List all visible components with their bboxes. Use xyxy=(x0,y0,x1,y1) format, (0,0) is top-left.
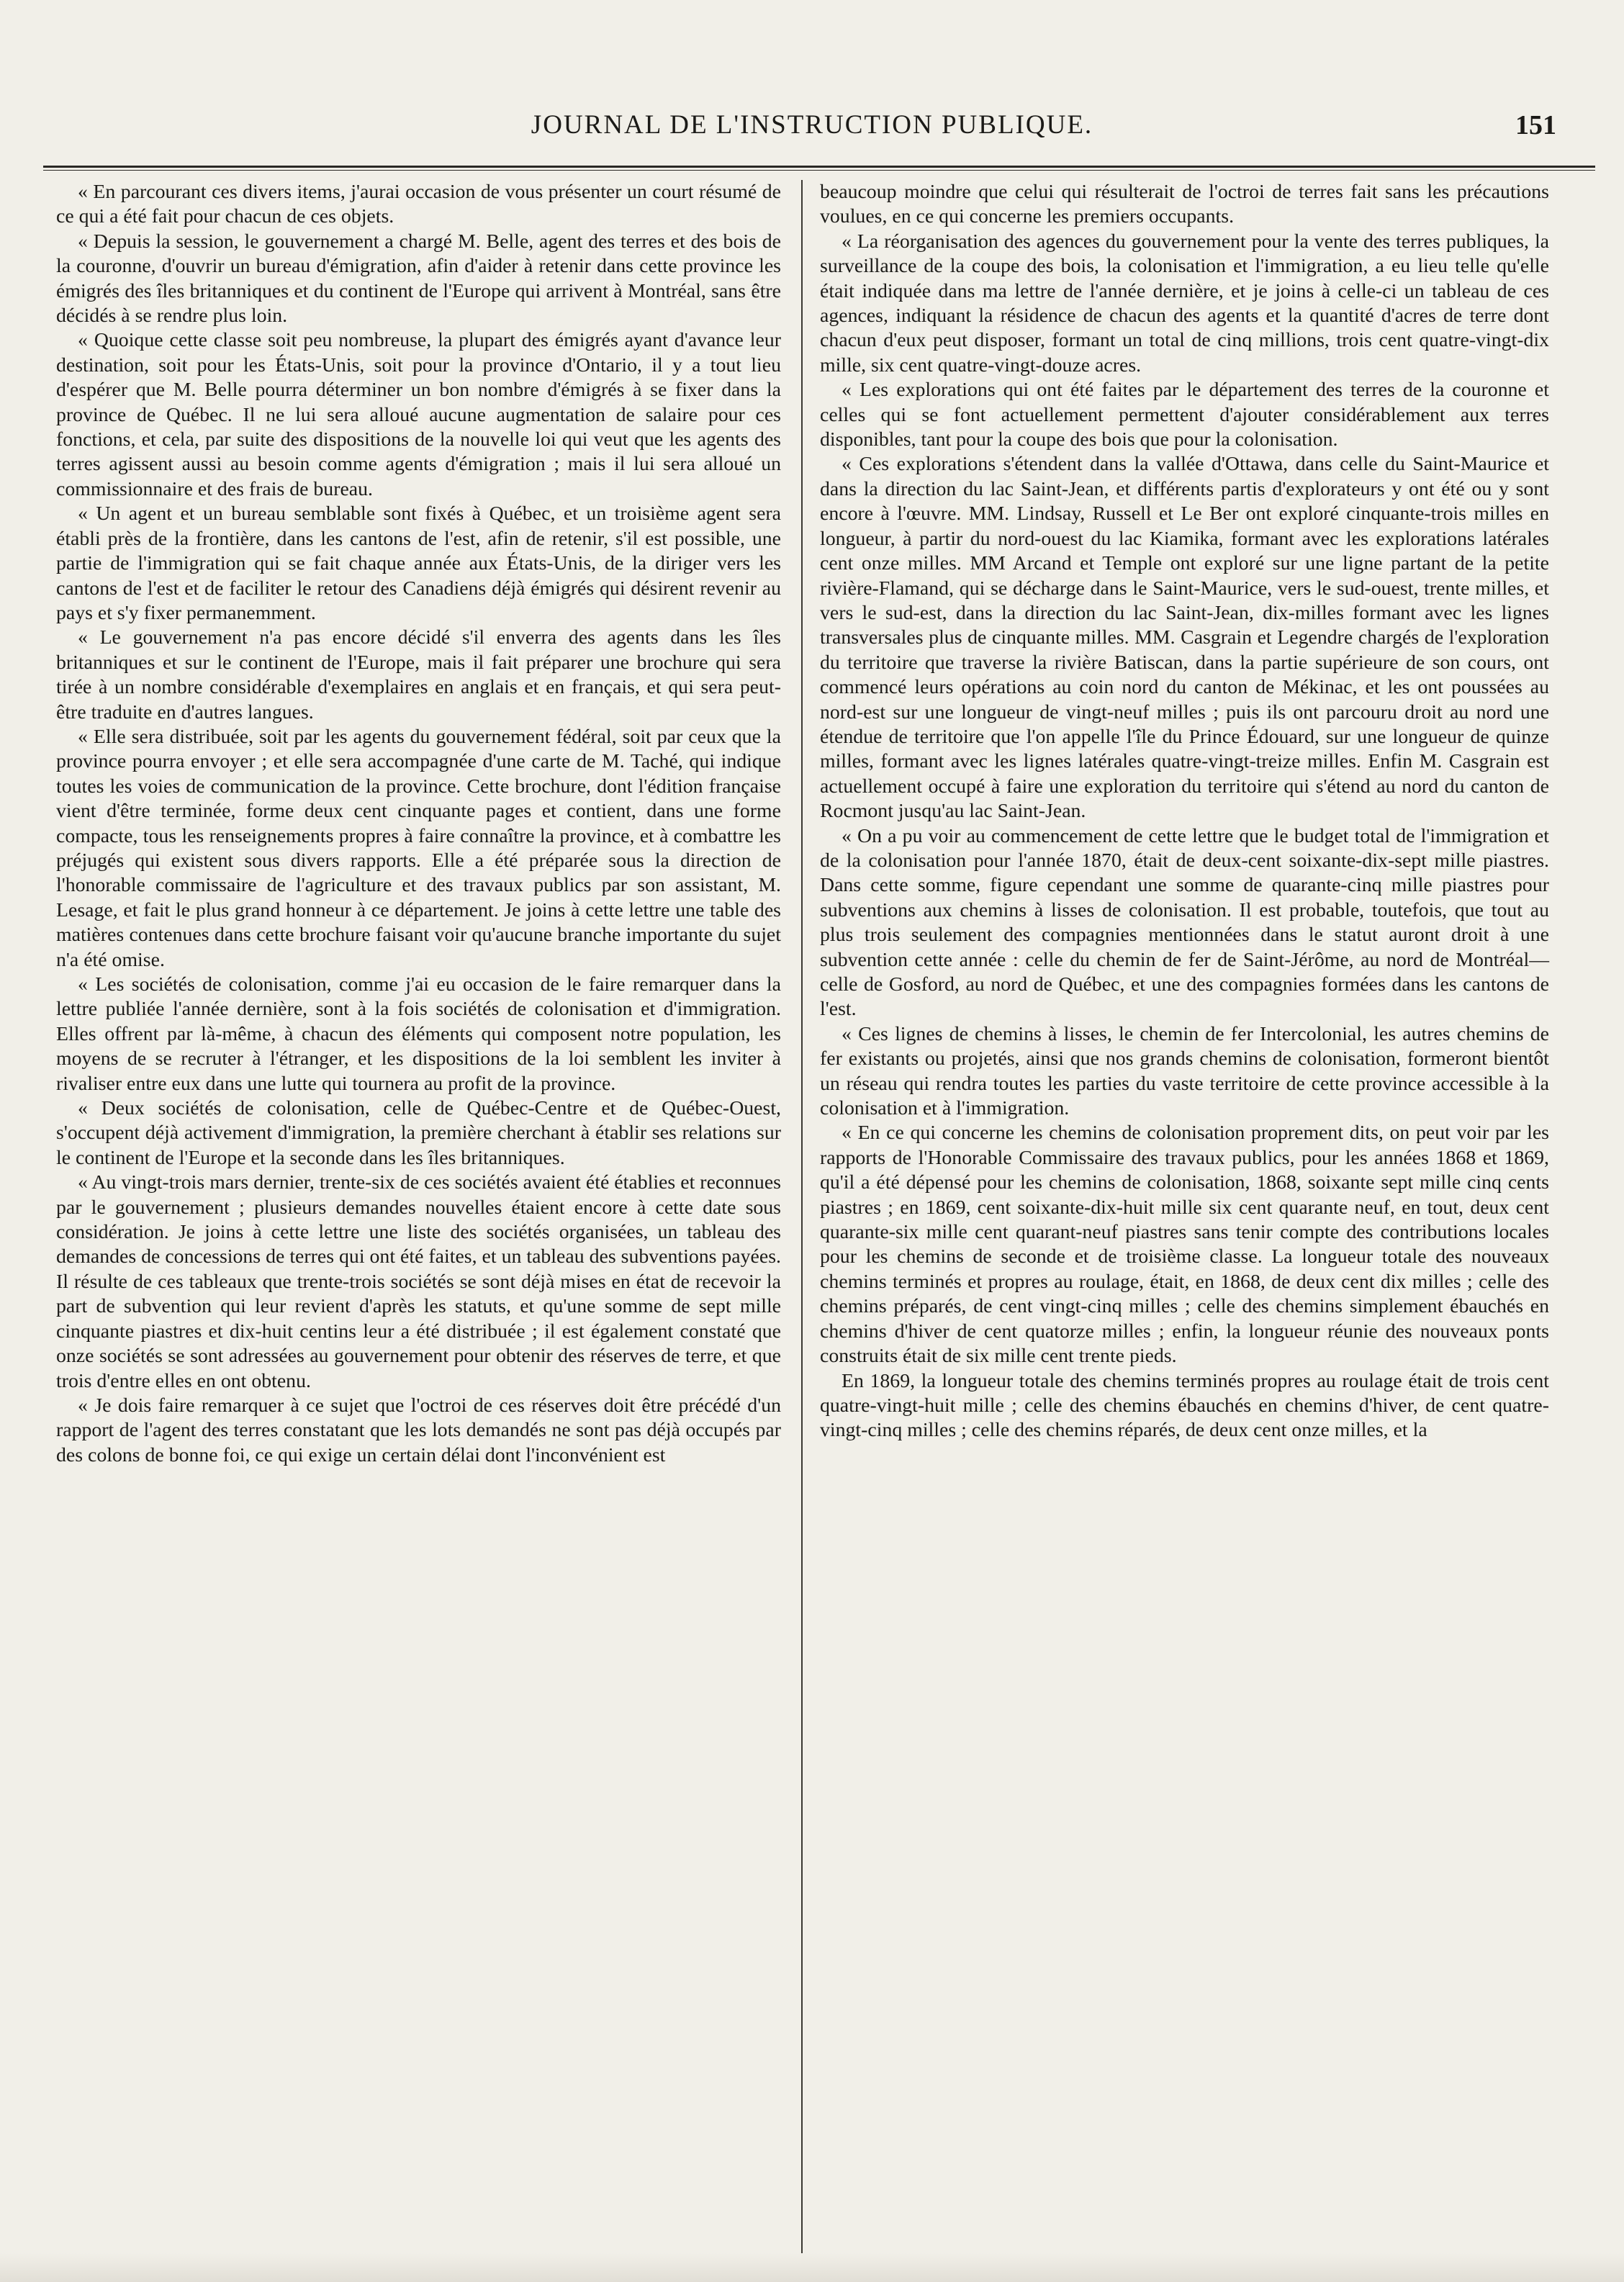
paragraph: « Les explorations qui ont été faites par le département des terres de la couronne et celles qui se font actuellement permettent d'ajouter considérablement aux terres disponibles, tant pour la coupe des bois que pour la colonisation. xyxy=(820,379,1549,451)
paragraph: « Un agent et un bureau semblable sont fixés à Québec, et un troisième agent sera établi près de la frontière, dans les cantons de l'est, afin de retenir, s'il est possible, une partie de l'immigration qui se fait chaque année aux États-Unis, de la diriger vers les cantons de l'est et de faciliter le retour des Canadiens déjà émigrés qui désirent revenir au pays et s'y fixer permanemment. xyxy=(56,502,781,624)
paragraph: « Ces explorations s'étendent dans la vallée d'Ottawa, dans celle du Saint-Maurice et dans la direction du lac Saint-Jean, et différents partis d'explorateurs y ont été ou y sont encore à l'œuvre. MM. Lindsay, Russell et Le Ber ont exploré cinquante-trois milles en longueur, à partir du nord-ouest du lac Kiamika, formant avec les explorations latérales cent onze milles. MM Arcand et Temple ont exploré sur une ligne partant de la petite rivière-Flamand, qui se décharge dans le Saint-Maurice, vers le sud-ouest, trente milles, et vers le sud-est, dans la direction du lac Saint-Jean, dix-milles formant avec les lignes transversales plus de cinquante milles. MM. Casgrain et Legendre chargés de l'exploration du territoire que traverse la rivière Batiscan, dans la partie supérieure de son cours, ont commencé leurs opérations au coin nord du canton de Mékinac, et les ont poussées au nord-est sur une longueur de vingt-neuf milles ; puis ils ont parcouru droit au nord une étendue de territoire que l'on appelle l'île du Prince Édouard, sur une longueur de quinze milles, formant avec les lignes latérales quatre-vingt-treize milles. Enfin M. Casgrain est actuellement occupé à faire une exploration du territoire qui s'étend au nord du canton de Rocmont jusqu'au lac Saint-Jean. xyxy=(820,453,1549,823)
text-columns xyxy=(43,180,1562,2253)
paragraph: « Deux sociétés de colonisation, celle de Québec-Centre et de Québec-Ouest, s'occupent déjà activement d'immigration, la première cherchant à établir ses relations sur le continent de l'Europe et la seconde dans les îles britanniques. xyxy=(56,1097,781,1169)
paragraph: « Ces lignes de chemins à lisses, le chemin de fer Intercolonial, les autres chemins de fer existants ou projetés, ainsi que nos grands chemins de colonisation, formeront bientôt un réseau qui rendra toutes les parties du vaste territoire de cette province accessible à la colonisation et à l'immigration. xyxy=(820,1022,1549,1120)
paragraph: « On a pu voir au commencement de cette lettre que le budget total de l'immigration et de la colonisation pour l'année 1870, était de deux-cent soixante-dix-sept mille piastres. Dans cette somme, figure cependant une somme de quarante-cinq mille piastres pour subventions aux chemins à lisses de colonisation. Il est probable, toutefois, que tout au plus trois seulement des compagnies mentionnées dans le statut auront droit à une subvention cette année : celle du chemin de fer de Saint-Jérôme, au nord de Montréal—celle de Gosford, au nord de Québec, et une des compagnies formées dans les cantons de l'est. xyxy=(820,824,1549,1021)
page-number: 151 xyxy=(1515,110,1556,140)
journal-title: JOURNAL DE L'INSTRUCTION PUBLIQUE. xyxy=(531,110,1093,140)
paragraph: En 1869, la longueur totale des chemins terminés propres au roulage était de trois cent quatre-vingt-huit mille ; celle des chemins ébauchés en chemins d'hiver, de cent quatre-vingt-cinq milles ; celle des chemins réparés, de deux cent onze milles, et la xyxy=(820,1369,1549,1442)
header-rule xyxy=(43,166,1595,171)
paragraph: « Je dois faire remarquer à ce sujet que l'octroi de ces réserves doit être précédé d'un rapport de l'agent des terres constatant que les lots demandés ne sont pas déjà occupés par des colons de bonne foi, ce qui exige un certain délai dont l'inconvénient est xyxy=(56,1394,781,1466)
right-column xyxy=(803,180,1562,2253)
paragraph: « En parcourant ces divers items, j'aurai occasion de vous présenter un court résumé de ce qui a été fait pour chacun de ces objets. xyxy=(56,181,781,228)
paragraph: « Quoique cette classe soit peu nombreuse, la plupart des émigrés ayant d'avance leur destination, soit pour les États-Unis, soit pour la province d'Ontario, il y a tout lieu d'espérer que M. Belle pourra déterminer un bon nombre d'émigrés à se fixer dans la province de Québec. Il ne lui sera alloué aucune augmentation de salaire pour ces fonctions, et cela, par suite des dispositions de la nouvelle loi qui veut que les agents des terres agissent aussi au besoin comme agents d'émigration ; mais il lui sera alloué un commissionnaire et des frais de bureau. xyxy=(56,329,781,500)
paragraph: « Au vingt-trois mars dernier, trente-six de ces sociétés avaient été établies et reconnues par le gouvernement ; plusieurs demandes nouvelles étaient encore à cette date sous considération. Je joins à cette lettre une liste des sociétés organisées, un tableau des demandes de concessions de terres qui ont été faites, et un tableau des subventions payées. Il résulte de ces tableaux que trente-trois sociétés se sont déjà mises en état de recevoir la part de subvention qui leur revient d'après les statuts, et qu'une somme de sept mille cinquante piastres et dix-huit centins leur a été distribuée ; il est également constaté que onze sociétés se sont adressées au gouvernement pour obtenir des réserves de terre, et que trois d'entre elles en ont obtenu. xyxy=(56,1171,781,1392)
paragraph: « Les sociétés de colonisation, comme j'ai eu occasion de le faire remarquer dans la lettre publiée l'année dernière, sont à la fois sociétés de colonisation et d'immigration. Elles offrent par là-même, à chacun des éléments qui composent notre population, les moyens de se recruter à l'étranger, et les dispositions de la loi semblent les inviter à rivaliser entre eux dans une lutte qui tournera au profit de la province. xyxy=(56,973,781,1095)
paragraph: « Elle sera distribuée, soit par les agents du gouvernement fédéral, soit par ceux que la province pourra envoyer ; et elle sera accompagnée d'une carte de M. Taché, qui indique toutes les voies de communication de la province. Cette brochure, dont l'édition française vient d'être terminée, forme deux cent cinquante pages et contient, dans une forme compacte, tous les renseignements propres à faire connaître la province, et à combattre les préjugés qui existent sous divers rapports. Elle a été préparée sous la direction de l'honorable commissaire de l'agriculture et des travaux publics par son assistant, M. Lesage, et fait le plus grand honneur à ce département. Je joins à cette lettre une table des matières contenues dans cette brochure faisant voir qu'aucune branche importante du sujet n'a été omise. xyxy=(56,725,781,971)
paragraph: « En ce qui concerne les chemins de colonisation proprement dits, on peut voir par les rapports de l'Honorable Commissaire des travaux publics, pour les années 1868 et 1869, qu'il a été dépensé pour les chemins de colonisation, 1868, soixante sept mille cinq cents piastres ; en 1869, cent soixante-dix-huit mille six cent quarante neuf, en tout, deux cent quarante-six mille cent quarant-neuf piastres sans tenir compte des contributions locales pour les chemins de seconde et de troisième classe. La longueur totale des nouveaux chemins terminés et propres au roulage, était, en 1868, de deux cent dix milles ; celle des chemins préparés, de cent vingt-cinq milles ; celle des chemins simplement ébauchés en chemins d'hiver de cent quatorze milles ; enfin, la longueur réunie des nouveaux ponts construits était de six mille cent trente pieds. xyxy=(820,1122,1549,1368)
page-edge-shadow xyxy=(0,2253,1624,2282)
paragraph-continued: beaucoup moindre que celui qui résulterait de l'octroi de terres fait sans les précautions voulues, en ce qui concerne les premiers occupants. xyxy=(820,181,1549,228)
paragraph: « Depuis la session, le gouvernement a chargé M. Belle, agent des terres et des bois de la couronne, d'ouvrir un bureau d'émigration, afin d'aider à retenir dans cette province les émigrés des îles britanniques et du continent de l'Europe qui arrivent à Montréal, sans être décidés à se rendre plus loin. xyxy=(56,230,781,328)
paragraph: « La réorganisation des agences du gouvernement pour la vente des terres publiques, la surveillance de la coupe des bois, la colonisation et l'immigration, a eu lieu telle qu'elle était indiquée dans ma lettre de l'année dernière, et je joins à celle-ci un tableau de ces agences, indiquant la résidence de chacun des agents et la quantité d'acres de terre dont chacun d'eux peut disposer, formant un total de cinq millions, trois cent quatre-vingt-dix mille, six cent quatre-vingt-douze acres. xyxy=(820,230,1549,376)
paragraph: « Le gouvernement n'a pas encore décidé s'il enverra des agents dans les îles britanniques et sur le continent de l'Europe, mais il fait préparer une brochure qui sera tirée à un nombre considérable d'exemplaires en anglais et en français, et qui sera peut-être traduite en d'autres langues. xyxy=(56,626,781,723)
left-column xyxy=(43,180,803,2253)
running-head xyxy=(52,109,1572,145)
